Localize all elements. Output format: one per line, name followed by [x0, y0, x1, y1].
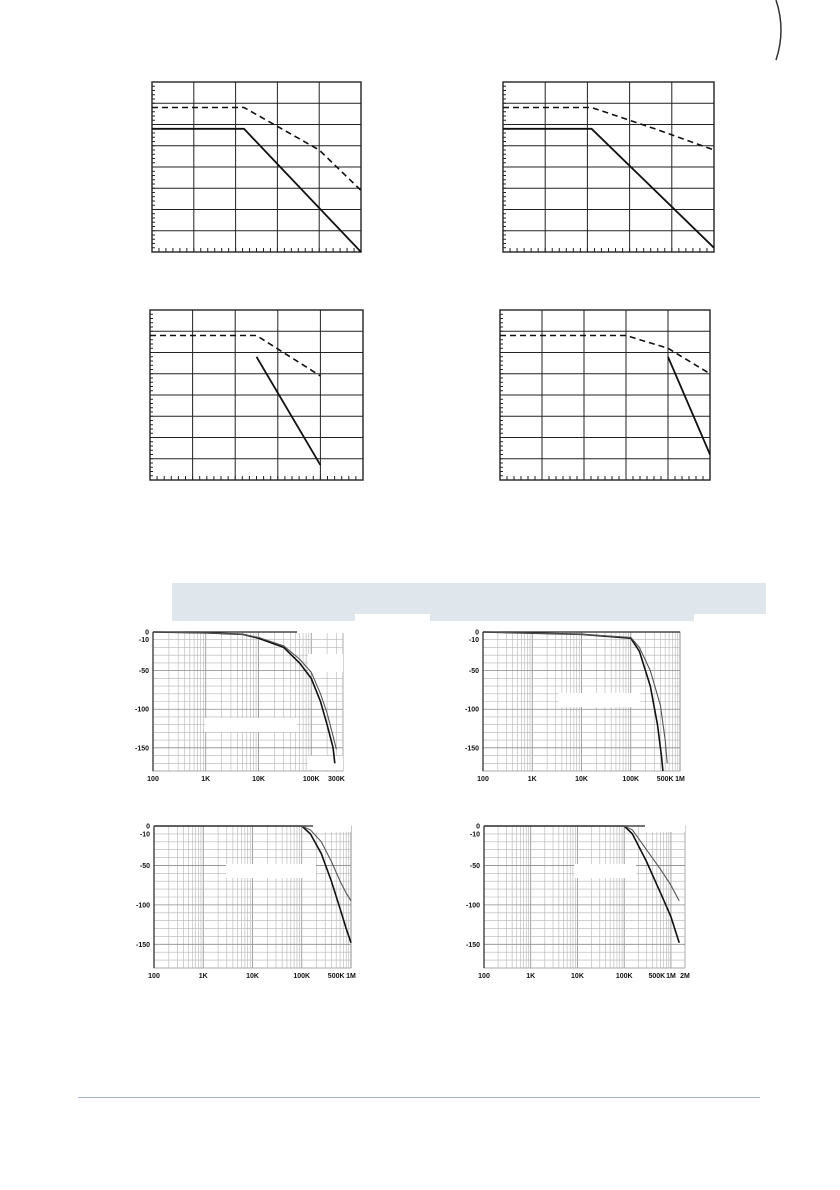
x-tick-label: 100K: [293, 973, 311, 980]
blank-label-area: [558, 693, 640, 707]
y-tick-label: 0: [476, 823, 480, 831]
x-tick-label: 100: [147, 776, 159, 783]
blank-label-area: [297, 623, 355, 633]
x-tick-label: 500K: [656, 776, 674, 783]
y-tick-label: -100: [465, 902, 480, 910]
x-tick-label: 500K: [327, 973, 345, 980]
blank-label-area: [574, 864, 636, 878]
blank-label-area: [617, 623, 680, 631]
x-tick-label: 1M: [346, 973, 356, 980]
banner-notch: [355, 614, 430, 622]
y-tick-label: 0: [146, 823, 150, 831]
y-tick-label: -150: [465, 941, 480, 949]
y-tick-label: -100: [134, 706, 149, 714]
footer-rule: [78, 1097, 760, 1098]
blank-label-area: [226, 864, 316, 878]
x-tick-label: 2M: [680, 973, 690, 980]
y-tick-label: 0: [145, 629, 149, 637]
x-tick-label: 100K: [615, 973, 633, 980]
y-tick-label: -10: [469, 831, 480, 839]
y-tick-label: -150: [135, 941, 150, 949]
blank-label-area: [645, 823, 685, 832]
y-tick-label: -10: [138, 637, 149, 645]
x-tick-label: 300K: [328, 776, 345, 783]
x-tick-label: 1K: [198, 973, 208, 980]
y-tick-label: -100: [135, 902, 150, 910]
x-tick-label: 100K: [622, 776, 640, 783]
x-tick-label: 1M: [666, 973, 676, 980]
y-tick-label: -50: [139, 862, 150, 870]
x-tick-label: 100K: [302, 776, 320, 783]
y-tick-label: 0: [475, 629, 479, 637]
y-tick-label: -10: [468, 637, 479, 645]
blank-label-area: [313, 823, 351, 832]
x-tick-label: 1K: [527, 776, 537, 783]
x-tick-label: 10K: [252, 776, 265, 783]
y-tick-label: -50: [138, 668, 149, 676]
y-tick-label: -150: [134, 745, 149, 753]
x-tick-label: 1M: [675, 776, 685, 783]
x-tick-label: 100: [148, 973, 160, 980]
blank-label-area: [205, 718, 297, 732]
y-tick-label: -10: [139, 831, 150, 839]
y-tick-label: -100: [464, 706, 479, 714]
y-tick-label: -50: [469, 862, 480, 870]
x-tick-label: 10K: [246, 973, 259, 980]
x-tick-label: 1K: [201, 776, 211, 783]
x-tick-label: 500K: [648, 973, 666, 980]
y-tick-label: -50: [468, 668, 479, 676]
x-tick-label: 100: [478, 973, 490, 980]
x-tick-label: 1K: [526, 973, 536, 980]
banner-notch: [694, 614, 766, 622]
x-tick-label: 10K: [575, 776, 588, 783]
blank-label-area: [308, 756, 343, 770]
blank-label-area: [308, 654, 343, 672]
x-tick-label: 100: [477, 776, 489, 783]
section-banner: [172, 583, 766, 621]
x-tick-label: 10K: [571, 973, 584, 980]
y-tick-label: -150: [464, 745, 479, 753]
